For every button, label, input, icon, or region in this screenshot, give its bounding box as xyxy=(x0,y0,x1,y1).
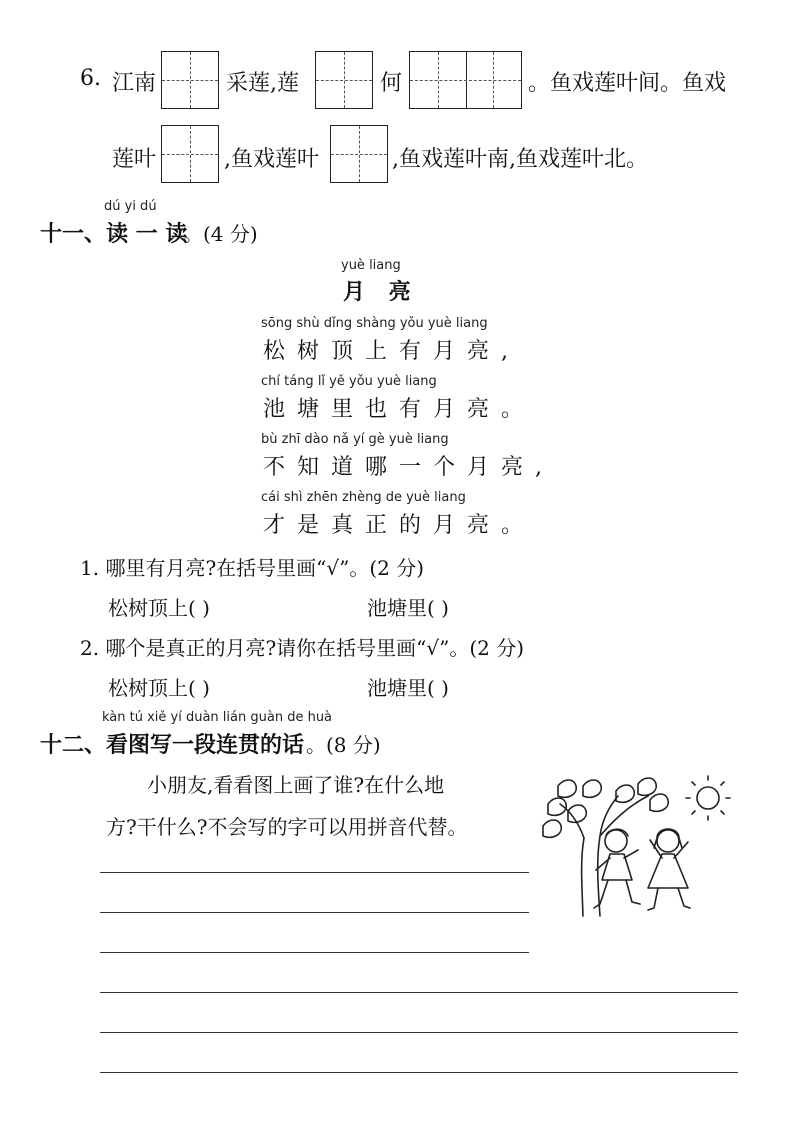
writing-line-3[interactable] xyxy=(100,952,529,953)
sec12-prompt-line-1: 小朋友,看看图上画了谁?在什么地 xyxy=(147,773,445,797)
poem-line-4-pinyin: cái shì zhēn zhèng de yuè liang xyxy=(261,490,466,505)
poem-title: 月 亮 xyxy=(343,279,419,305)
q2-option-chitang[interactable]: 池塘里( ) xyxy=(367,676,449,700)
sec12-pinyin: kàn tú xiě yí duàn lián guàn de huà xyxy=(102,710,333,725)
poem-line-3-pinyin: bù zhī dào nǎ yí gè yuè liang xyxy=(261,432,449,447)
sec11-pinyin: dú yi dú xyxy=(104,199,157,214)
sec12-score: 。(8 分) xyxy=(306,733,381,757)
q6-text-end: ,鱼戏莲叶南,鱼戏莲叶北。 xyxy=(392,147,648,172)
q1-option-songshu[interactable]: 松树顶上( ) xyxy=(108,596,210,620)
writing-line-2[interactable] xyxy=(100,912,529,913)
writing-box-4[interactable] xyxy=(161,125,219,183)
sec11-score: 。(4 分) xyxy=(183,222,258,246)
q1-option-chitang[interactable]: 池塘里( ) xyxy=(367,596,449,620)
q6-text-jiangnan: 江南 xyxy=(112,71,157,96)
poem-line-2-pinyin: chí táng lǐ yě yǒu yuè liang xyxy=(261,374,437,389)
writing-box-3[interactable] xyxy=(409,51,522,109)
sec12-title: 十二、看图写一段连贯的话 xyxy=(40,732,305,758)
q6-text-lianye: 莲叶 xyxy=(112,147,157,172)
sec11-question-1: 1. 哪里有月亮?在括号里画“√”。(2 分) xyxy=(80,556,425,580)
q6-number: 6. xyxy=(80,66,101,91)
poem-line-1-pinyin: sōng shù dǐng shàng yǒu yuè liang xyxy=(261,316,488,331)
writing-box-2[interactable] xyxy=(315,51,373,109)
poem-line-4: 才是真正的月亮。 xyxy=(263,513,536,538)
poem-line-2: 池塘里也有月亮。 xyxy=(263,397,536,422)
writing-box-1[interactable] xyxy=(161,51,219,109)
sec11-question-2: 2. 哪个是真正的月亮?请你在括号里画“√”。(2 分) xyxy=(80,636,525,660)
children-under-tree-illustration xyxy=(538,766,738,946)
sec11-title: 十一、读 一 读 xyxy=(40,221,188,247)
writing-line-6[interactable] xyxy=(100,1072,738,1073)
poem-title-pinyin: yuè liang xyxy=(341,258,401,273)
writing-line-4[interactable] xyxy=(100,992,738,993)
poem-line-1: 松树顶上有月亮, xyxy=(263,339,520,364)
q6-text-he: 何 xyxy=(380,71,403,96)
q6-text-yuxi1: 。鱼戏莲叶间。鱼戏 xyxy=(528,71,727,96)
q6-text-cailian: 采莲,莲 xyxy=(226,71,299,96)
writing-line-1[interactable] xyxy=(100,872,529,873)
sec12-prompt-line-2: 方?干什么?不会写的字可以用拼音代替。 xyxy=(106,815,468,839)
writing-box-5[interactable] xyxy=(330,125,388,183)
q2-option-songshu[interactable]: 松树顶上( ) xyxy=(108,676,210,700)
q6-text-yuxi2: ,鱼戏莲叶 xyxy=(224,147,319,172)
writing-line-5[interactable] xyxy=(100,1032,738,1033)
poem-line-3: 不知道哪一个月亮, xyxy=(263,455,554,480)
